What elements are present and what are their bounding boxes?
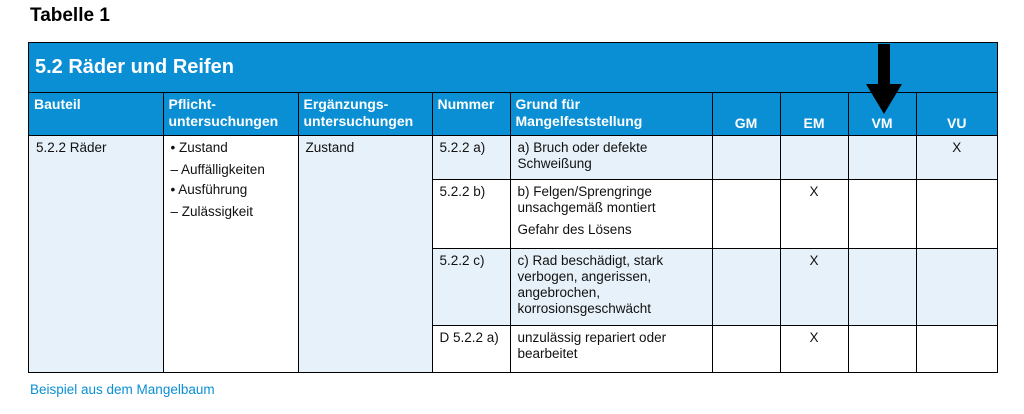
grund-cell: c) Rad beschädigt, stark verbogen, angerissen, angebrochen, korrosionsgeschwächt (510, 249, 712, 326)
header-grund: Grund für Mangelfeststellung (510, 93, 712, 136)
pflicht-item: • Zustand (170, 140, 228, 155)
pflicht-cell (163, 136, 298, 372)
header-row (29, 93, 997, 136)
vm-cell (848, 326, 916, 372)
vu-cell: X (916, 136, 997, 180)
header-vm: VM (848, 93, 916, 136)
defects-grid (29, 93, 997, 372)
down-arrow-icon (866, 44, 902, 114)
header-ergaenzung: Ergänzungs- untersuchungen (298, 93, 432, 136)
vm-cell (848, 249, 916, 326)
gm-cell (712, 249, 780, 326)
table-row (29, 136, 997, 180)
vu-cell (916, 326, 997, 372)
pflicht-item: – Auffälligkeiten (170, 162, 265, 177)
nummer-cell: 5.2.2 a) (432, 136, 510, 180)
ergaenzung-cell: Zustand (298, 136, 432, 372)
gm-cell (712, 136, 780, 180)
vu-cell (916, 249, 997, 326)
em-cell (780, 136, 848, 180)
vm-cell (848, 180, 916, 249)
nummer-cell: 5.2.2 b) (432, 180, 510, 249)
vm-cell (848, 136, 916, 180)
header-nummer: Nummer (432, 93, 510, 136)
gm-cell (712, 180, 780, 249)
header-em: EM (780, 93, 848, 136)
bauteil-cell: 5.2.2 Räder (29, 136, 163, 372)
table-caption: Tabelle 1 (30, 5, 110, 26)
nummer-cell: D 5.2.2 a) (432, 326, 510, 372)
header-gm: GM (712, 93, 780, 136)
table-title: 5.2 Räder und Reifen (29, 43, 997, 93)
nummer-cell: 5.2.2 c) (432, 249, 510, 326)
table-footnote: Beispiel aus dem Mangelbaum (30, 382, 215, 397)
vu-cell (916, 180, 997, 249)
defects-table (28, 42, 998, 373)
em-cell: X (780, 180, 848, 249)
grund-cell: b) Felgen/Sprengringe unsachgemäß montiert Gefahr des Lösens (510, 180, 712, 249)
header-vu: VU (916, 93, 997, 136)
grund-cell: unzulässig repariert oder bearbeitet (510, 326, 712, 372)
em-cell: X (780, 249, 848, 326)
header-pflicht: Pflicht- untersuchungen (163, 93, 298, 136)
pflicht-item: • Ausführung (170, 182, 248, 197)
gm-cell (712, 326, 780, 372)
em-cell: X (780, 326, 848, 372)
header-bauteil: Bauteil (29, 93, 163, 136)
pflicht-item: – Zulässigkeit (170, 204, 254, 219)
grund-cell: a) Bruch oder defekte Schweißung (510, 136, 712, 180)
